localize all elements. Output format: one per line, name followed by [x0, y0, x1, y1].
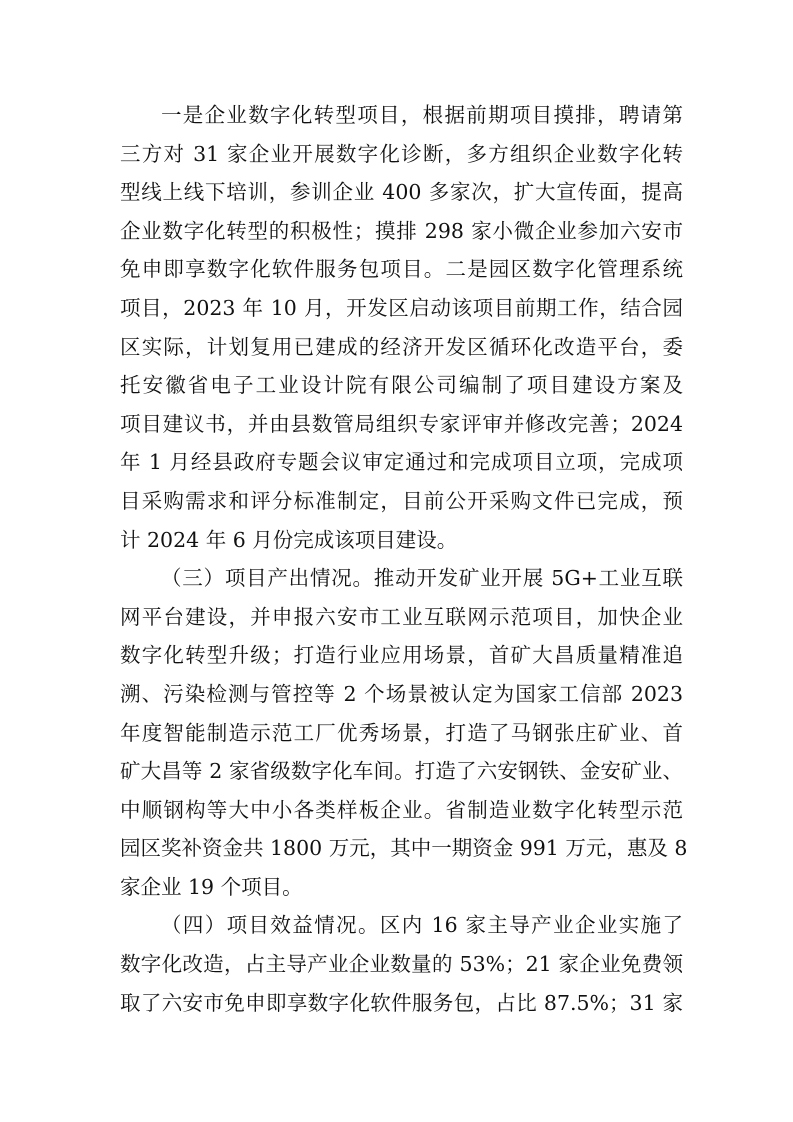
text-line: 家企业 19 个项目。	[120, 874, 303, 899]
paragraph-project-benefits	[120, 906, 683, 1022]
text-line: 年 1 月经县政府专题会议审定通过和完成项目立项，完成项	[120, 450, 683, 475]
paragraph-project-output	[120, 559, 688, 906]
paragraph-enterprise-projects	[120, 96, 683, 559]
text-line: 溯、污染检测与管控等 2 个场景被认定为国家工信部 2023	[120, 681, 683, 706]
text-line: 免申即享数字化软件服务包项目。二是园区数字化管理系统	[120, 257, 683, 282]
text-line: 园区奖补资金共 1800 万元，其中一期资金 991 万元，惠及 8	[120, 836, 688, 861]
text-line: （三）项目产出情况。推动开发矿业开展 5G+工业互联	[161, 566, 683, 591]
text-line: 数字化改造，占主导产业企业数量的 53%；21 家企业免费领	[120, 952, 683, 977]
text-line: 托安徽省电子工业设计院有限公司编制了项目建设方案及	[120, 373, 683, 398]
text-line: （四）项目效益情况。区内 16 家主导产业企业实施了	[161, 913, 683, 938]
text-line: 项目建议书，并由县数管局组织专家评审并修改完善；2024	[120, 411, 683, 436]
text-line: 中顺钢构等大中小各类样板企业。省制造业数字化转型示范	[120, 797, 683, 822]
text-line: 一是企业数字化转型项目，根据前期项目摸排，聘请第	[161, 103, 683, 127]
text-line: 网平台建设，并申报六安市工业互联网示范项目，加快企业	[120, 604, 683, 629]
text-line: 矿大昌等 2 家省级数字化车间。打造了六安钢铁、金安矿业、	[120, 759, 683, 784]
text-line: 型线上线下培训，参训企业 400 多家次，扩大宣传面，提高	[120, 180, 683, 205]
text-line: 年度智能制造示范工厂优秀场景，打造了马钢张庄矿业、首	[120, 720, 683, 745]
text-line: 区实际，计划复用已建成的经济开发区循环化改造平台，委	[120, 334, 683, 359]
text-line: 三方对 31 家企业开展数字化诊断，多方组织企业数字化转	[120, 141, 683, 166]
text-line: 项目，2023 年 10 月，开发区启动该项目前期工作，结合园	[120, 295, 683, 320]
text-line: 目采购需求和评分标准制定，目前公开采购文件已完成，预	[120, 488, 683, 513]
text-line: 数字化转型升级；打造行业应用场景，首矿大昌质量精准追	[120, 643, 683, 668]
text-line: 取了六安市免申即享数字化软件服务包，占比 87.5%；31 家	[120, 990, 683, 1015]
text-line: 企业数字化转型的积极性；摸排 298 家小微企业参加六安市	[120, 218, 683, 243]
text-line: 计 2024 年 6 月份完成该项目建设。	[120, 527, 458, 552]
document-body	[120, 96, 688, 1022]
